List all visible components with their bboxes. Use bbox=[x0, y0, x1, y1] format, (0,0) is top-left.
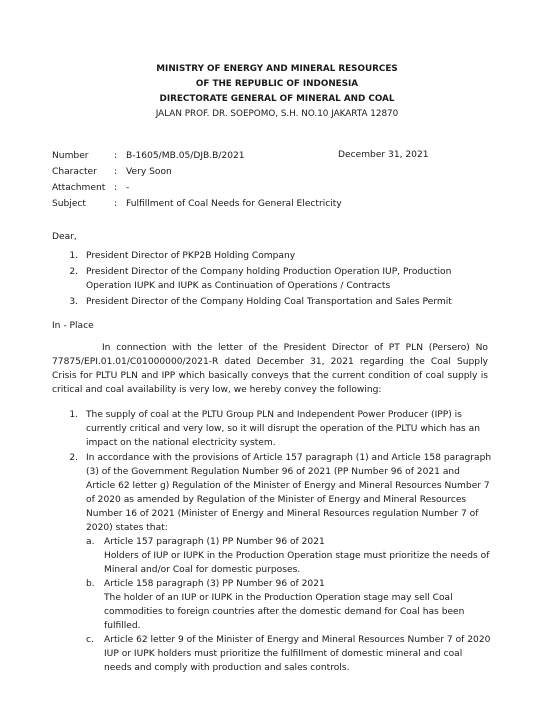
character-label: Character bbox=[52, 167, 97, 177]
in-place: In - Place bbox=[52, 321, 94, 331]
meta-character-row bbox=[52, 164, 512, 180]
letterhead bbox=[0, 62, 554, 122]
colon: : bbox=[114, 183, 118, 193]
item-text: President Director of the Company holding Production Operation IUP, Production Operation IUPK and IUPK as Continuation of Operations / Contracts bbox=[86, 267, 452, 291]
number-label: Number bbox=[52, 151, 89, 161]
office-address: JALAN PROF. DR. SOEPOMO, S.H. NO.10 JAKARTA 12870 bbox=[155, 109, 399, 119]
list-item bbox=[52, 408, 492, 450]
sub-letter: b. bbox=[86, 579, 95, 589]
meta-number-row bbox=[52, 148, 512, 164]
item-text: In accordance with the provisions of Article 157 paragraph (1) and Article 158 paragraph (3) of the Government Regulation Number 96 of 2021 (PP Number 96 of 2021 and Article 62 letter g) Regulation of the Minister of Energy and Mineral Resources Number 7 of 2020 as amended by Regulation of the Minister of Energy and Mineral Resources Number 16 of 2021 (Minister of Energy and Mineral Resources regulation Number 7 of 2020) states that: bbox=[86, 453, 492, 533]
subject-label: Subject bbox=[52, 199, 86, 209]
attachment-label: Attachment bbox=[52, 183, 106, 193]
letter-date: December 31, 2021 bbox=[338, 150, 429, 160]
number-value: B-1605/MB.05/DJB.B/2021 bbox=[126, 151, 245, 161]
sub-letter: a. bbox=[86, 537, 95, 547]
item-number: 2. bbox=[69, 453, 78, 463]
sub-letter: c. bbox=[86, 635, 94, 645]
list-item bbox=[52, 451, 492, 535]
colon: : bbox=[114, 151, 118, 161]
sub-text: The holder of an IUP or IUPK in the Production Operation stage may sell Coal commodities to foreign countries after the domestic demand for Coal has been fulfilled. bbox=[104, 593, 465, 631]
sub-item bbox=[86, 633, 492, 675]
intro-paragraph: In connection with the letter of the President Director of PT PLN (Persero) No 77875/EPI.01.01/C01000000/2021-R dated December 31, 2021 regarding the Coal Supply Crisis for PLTU PLN and IPP which basically conveys that the current condition of coal supply is critical and coal availability is very low, we hereby convey the following: bbox=[52, 343, 488, 395]
colon: : bbox=[114, 167, 118, 177]
item-number: 1. bbox=[69, 251, 78, 261]
list-item bbox=[52, 265, 492, 293]
attachment-value: - bbox=[126, 183, 130, 193]
list-item bbox=[52, 249, 492, 263]
item-text: President Director of PKP2B Holding Company bbox=[86, 251, 296, 261]
sub-title: Article 158 paragraph (3) PP Number 96 of 2021 bbox=[104, 579, 325, 589]
item-number: 1. bbox=[69, 410, 78, 420]
meta-subject-row bbox=[52, 196, 512, 212]
letter-meta bbox=[52, 148, 512, 212]
ministry-name: MINISTRY OF ENERGY AND MINERAL RESOURCES bbox=[156, 64, 398, 74]
meta-attachment-row bbox=[52, 180, 512, 196]
subject-value: Fulfillment of Coal Needs for General Electricity bbox=[126, 199, 342, 209]
colon: : bbox=[114, 199, 118, 209]
greeting: Dear, bbox=[52, 232, 77, 242]
sub-text: Holders of IUP or IUPK in the Production Operation stage must prioritize the needs of Mineral and/or Coal for domestic purposes. bbox=[104, 551, 490, 575]
sub-item bbox=[86, 577, 492, 633]
item-number: 2. bbox=[69, 267, 78, 277]
sub-title: Article 62 letter 9 of the Minister of Energy and Mineral Resources Number 7 of 2020 bbox=[104, 635, 491, 645]
item-text: The supply of coal at the PLTU Group PLN and Independent Power Producer (IPP) is currently critical and very low, so it will disrupt the operation of the PLTU which has an impact on the national electricity system. bbox=[86, 410, 481, 448]
directorate-name: DIRECTORATE GENERAL OF MINERAL AND COAL bbox=[159, 94, 395, 104]
sub-item bbox=[86, 535, 492, 577]
sub-title: Article 157 paragraph (1) PP Number 96 of 2021 bbox=[104, 537, 325, 547]
list-item bbox=[52, 295, 492, 309]
character-value: Very Soon bbox=[126, 167, 172, 177]
country-name: OF THE REPUBLIC OF INDONESIA bbox=[195, 79, 359, 89]
item-text: President Director of the Company Holding Coal Transportation and Sales Permit bbox=[86, 297, 452, 307]
recipient-list bbox=[52, 249, 492, 311]
item-number: 3. bbox=[69, 297, 78, 307]
sub-text: IUP or IUPK holders must prioritize the fulfillment of domestic mineral and coal needs and comply with production and sales controls. bbox=[104, 649, 463, 673]
points-list bbox=[52, 408, 492, 675]
